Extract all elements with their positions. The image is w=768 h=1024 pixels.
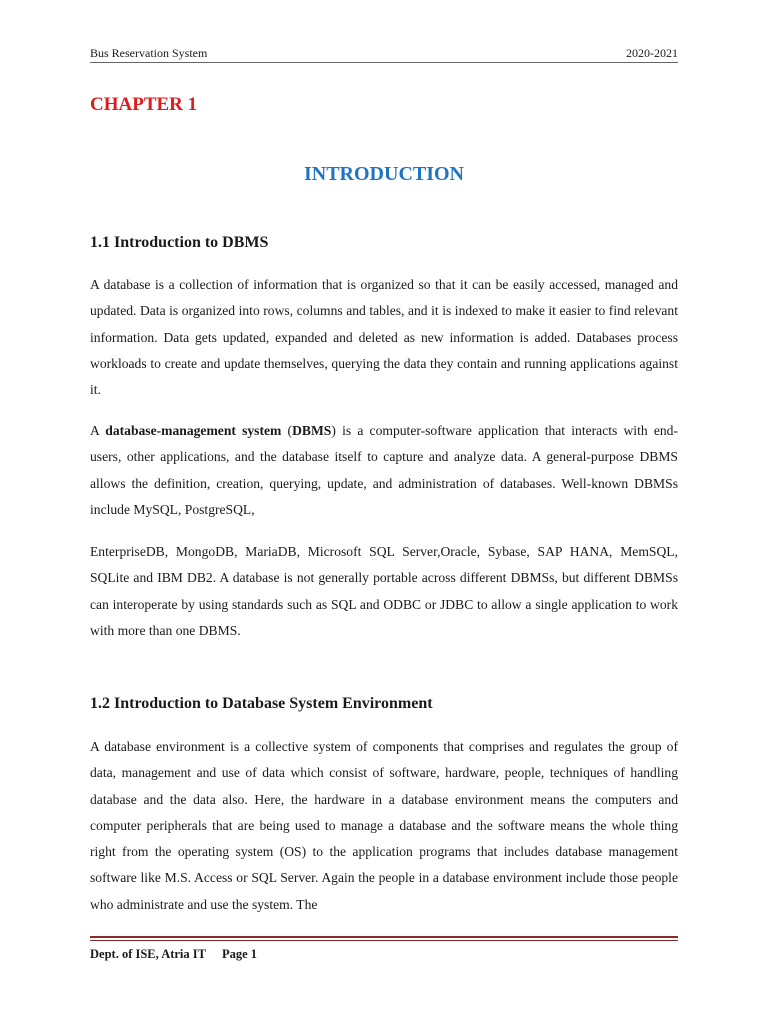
section-heading-1-1: 1.1 Introduction to DBMS [90, 234, 269, 251]
footer-divider-thick [90, 936, 678, 938]
header-year: 2020-2021 [626, 46, 678, 60]
paragraph-dbms-software [90, 418, 678, 523]
para2-text-e: ) is a computer-software application that interacts with end-users, other applications, and the database itself to capture and analyze data. A general-purpose DBMS allows the definition, creation, querying, update, and administration of databases. Well-known DBMSs include MySQL, PostgreSQL, [90, 423, 678, 517]
para2-text-c: ( [281, 423, 293, 438]
paragraph-dbms-definition: A database is a collection of information that is organized so that it can be easily accessed, managed and updated. Data is organized into rows, columns and tables, and it is indexed to make it easier to find relevant information. Data gets updated, expanded and deleted as new information is added. Databases process workloads to create and update themselves, querying the data they contain and running applications against it. [90, 277, 678, 398]
footer-page-number: Page 1 [221, 947, 258, 961]
chapter-title: INTRODUCTION [303, 163, 465, 185]
header-title: Bus Reservation System [90, 46, 208, 60]
footer-department: Dept. of ISE, Atria IT [90, 947, 206, 961]
term-dbms: DBMS [292, 423, 332, 438]
paragraph-database-environment: A database environment is a collective system of components that comprises and regulates the group of data, management and use of data which consist of software, hardware, people, techniques of handling database and the data also. Here, the hardware in a database environment means the computers and computer peripherals that are being used to manage a database and the software means the whole thing right from the operating system (OS) to the application programs that includes database management software like M.S. Access or SQL Server. Again the people in a database environment include those people who administrate and use the system. The [90, 739, 678, 912]
page-footer [90, 946, 267, 962]
footer-divider-thin [90, 940, 678, 941]
para2-text-a: A [90, 423, 106, 438]
chapter-label: CHAPTER 1 [90, 94, 198, 115]
page-header [90, 46, 678, 60]
paragraph-dbms-examples: EnterpriseDB, MongoDB, MariaDB, Microsoft SQL Server,Oracle, Sybase, SAP HANA, MemSQL, SQLite and IBM DB2. A database is not generally portable across different DBMSs, but different DBMSs can interoperate by using standards such as SQL and ODBC or JDBC to allow a single application to work with more than one DBMS. [90, 544, 678, 638]
section-heading-1-2: 1.2 Introduction to Database System Environment [90, 695, 433, 712]
term-database-management-system: database-management system [105, 423, 282, 438]
header-divider [90, 62, 678, 63]
